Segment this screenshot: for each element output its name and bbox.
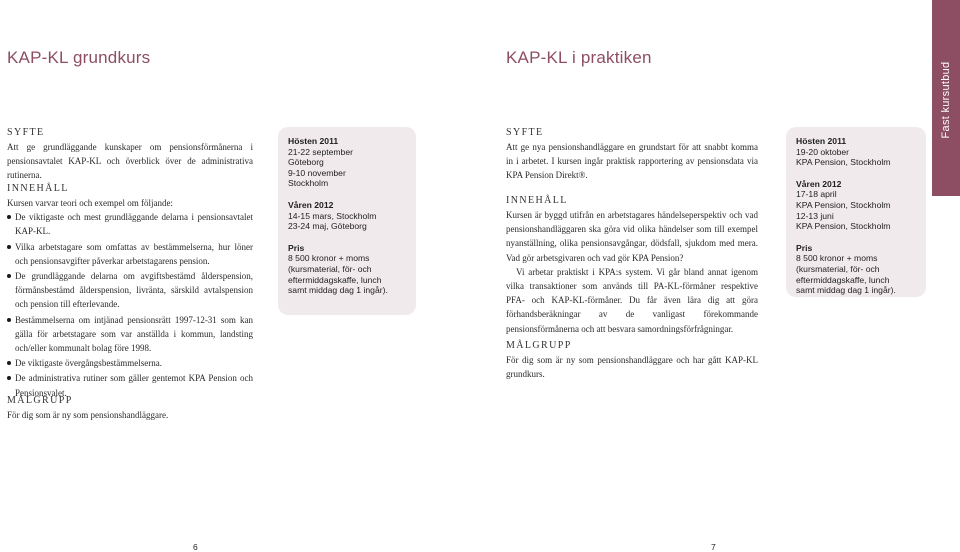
- left-innehall-intro: Kursen varvar teori och exempel om följande:: [7, 198, 173, 208]
- course-date: 21-22 september: [288, 146, 353, 157]
- list-item: De viktigaste och mest grundläggande delarna i pensionsavtalet KAP-KL.: [7, 210, 253, 238]
- left-malgrupp-section: [7, 395, 307, 422]
- left-syfte-heading: SYFTE: [7, 127, 45, 138]
- left-innehall-heading: INNEHÅLL: [7, 183, 69, 194]
- price-value: 8 500 kronor + moms: [288, 253, 370, 264]
- section-tab: [932, 0, 960, 196]
- course-date: 14-15 mars, Stockholm: [288, 210, 377, 221]
- left-innehall-section: [7, 183, 253, 401]
- section-tab-label: Fast kursutbud: [940, 61, 952, 139]
- price-label: Pris: [288, 242, 305, 253]
- page-title-left: KAP-KL grundkurs: [7, 48, 151, 67]
- course-place: Stockholm: [288, 178, 329, 189]
- course-date: 12-13 juni: [796, 210, 834, 221]
- left-syfte-text: Att ge grundläggande kunskaper om pensionsförmånerna i pensionsavtalet KAP-KL och överblick över de administrativa rutinerna.: [7, 142, 253, 181]
- course-date: 19-20 oktober: [796, 146, 850, 157]
- right-syfte-text: Att ge nya pensionshandläggare en grundstart för att snabbt komma in i arbetet. I kursen ingår praktisk rapportering av pensionsdata via KPA Pension Direkt®.: [506, 142, 758, 181]
- course-place: KPA Pension, Stockholm: [796, 199, 891, 210]
- price-note: samt middag dag 1 ingår).: [288, 285, 388, 296]
- page-number-left: 6: [193, 542, 198, 552]
- left-info-box: [278, 127, 416, 315]
- course-place: Göteborg: [288, 157, 324, 168]
- left-syfte-section: [7, 127, 253, 183]
- right-innehall-p1: Kursen är byggd utifrån en arbetstagares händelseperspektiv och vad pensionshandläggaren ska göra vid olika händelser som till exempel nyanställning, olika pensionsavgångar, dödsfall, sjukdom med mera. Vad gör arbetsgivaren och vad gör KPA Pension?: [506, 210, 758, 263]
- left-malgrupp-heading: MÅLGRUPP: [7, 395, 73, 406]
- list-item: Bestämmelserna om intjänad pensionsrätt 1997-12-31 som kan gälla för arbetstagare som var anställda i kommun, landsting och/eller kommunalt bolag före 1998.: [7, 313, 253, 356]
- season-heading: Hösten 2011: [796, 136, 847, 146]
- right-malgrupp-section: [506, 340, 758, 381]
- price-label: Pris: [796, 242, 813, 253]
- right-malgrupp-text: För dig som är ny som pensionshandläggare och har gått KAP-KL grundkurs.: [506, 355, 758, 380]
- price-note: samt middag dag 1 ingår).: [796, 285, 896, 296]
- course-date: 23-24 maj, Göteborg: [288, 221, 367, 232]
- left-malgrupp-text: För dig som är ny som pensionshandläggare.: [7, 410, 169, 420]
- price-note: (kursmaterial, för- och: [288, 263, 372, 274]
- list-item: De grundläggande delarna om avgiftsbestämd ålderspension, förmånsbestämd ålderspension, livränta, särskild avtalspension och pension till efterlevande.: [7, 269, 253, 312]
- list-item: De administrativa rutiner som gäller gentemot KPA Pension och Pensionsvalet.: [7, 371, 253, 399]
- price-note: eftermiddagskaffe, lunch: [288, 274, 382, 285]
- list-item: De viktigaste övergångsbestämmelserna.: [7, 356, 253, 370]
- right-info-box: [786, 127, 926, 297]
- course-date: 9-10 november: [288, 167, 346, 178]
- season-heading: Våren 2012: [288, 199, 334, 210]
- course-place: KPA Pension, Stockholm: [796, 157, 891, 168]
- season-heading: Våren 2012: [796, 178, 842, 189]
- right-innehall-section: [506, 195, 758, 336]
- right-malgrupp-heading: MÅLGRUPP: [506, 340, 572, 351]
- price-note: (kursmaterial, för- och: [796, 263, 880, 274]
- page-title-right: KAP-KL i praktiken: [506, 48, 652, 67]
- price-value: 8 500 kronor + moms: [796, 253, 878, 264]
- right-syfte-section: [506, 127, 758, 183]
- page-number-right: 7: [711, 542, 716, 552]
- course-date: 17-18 april: [796, 189, 837, 200]
- course-place: KPA Pension, Stockholm: [796, 221, 891, 232]
- season-heading: Hösten 2011: [288, 136, 339, 146]
- list-item: Vilka arbetstagare som omfattas av bestämmelserna, hur löner och pensionsavgifter påverkar arbetstagarens pension.: [7, 240, 253, 268]
- right-innehall-heading: INNEHÅLL: [506, 195, 568, 206]
- right-syfte-heading: SYFTE: [506, 127, 544, 138]
- right-innehall-p2: Vi arbetar praktiskt i KPA:s system. Vi går bland annat igenom vilka transaktioner som används till PA-KL-förmåner respektive PFA- och KAP-KL-förmåner. Du får även lära dig att göra förhandsberäkningar av de vanligast förekommande pensionsförmånerna och att besvara samordningsförfrågningar.: [506, 266, 758, 334]
- left-innehall-list: [7, 210, 253, 400]
- price-note: eftermiddagskaffe, lunch: [796, 274, 890, 285]
